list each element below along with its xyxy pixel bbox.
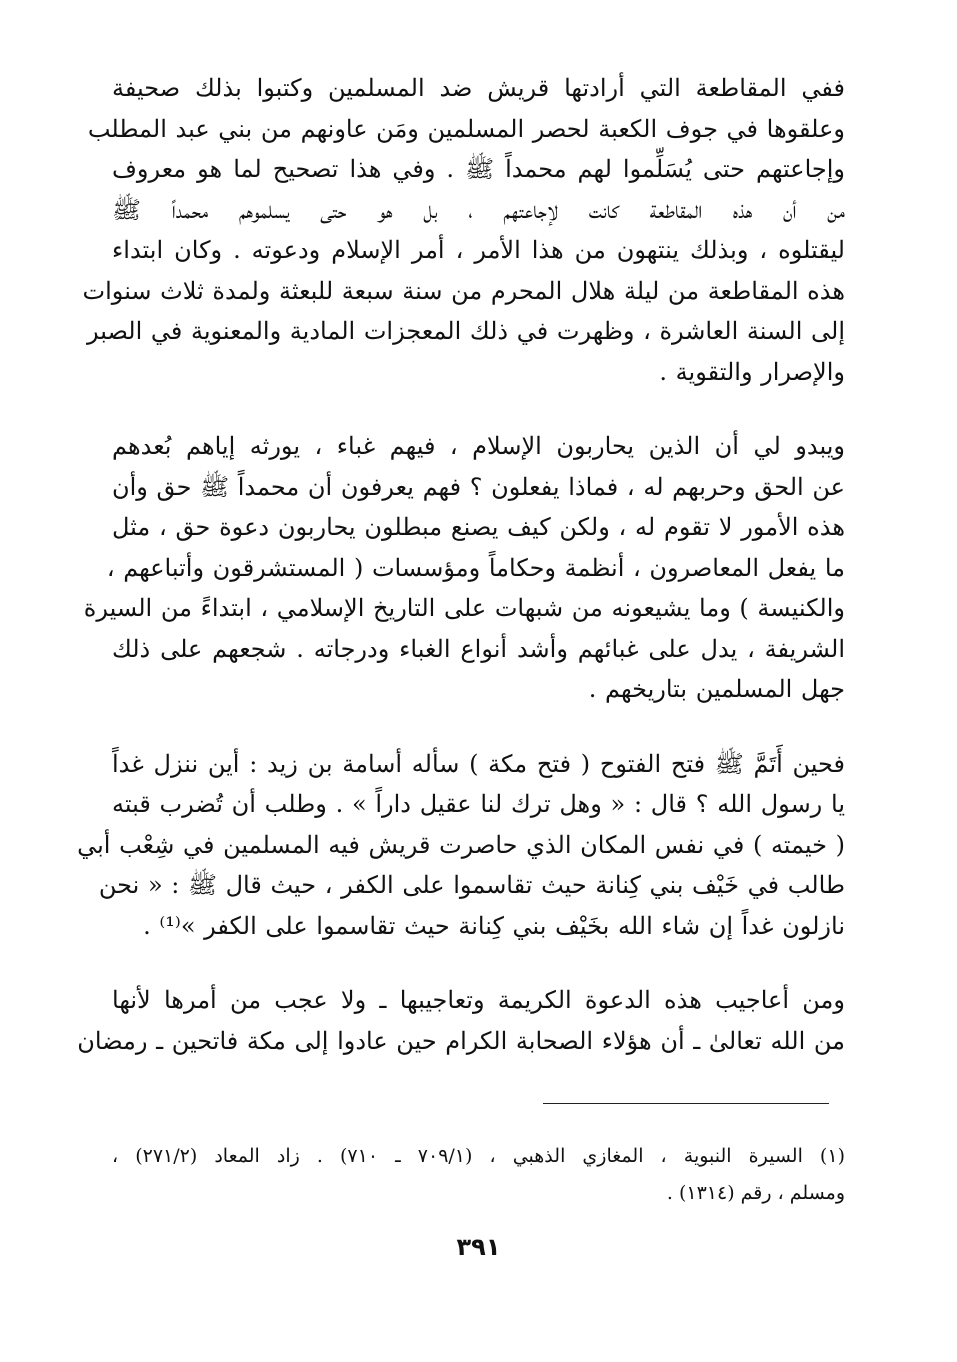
text-line: من أن هذه المقاطعة كانت لإجاعتهم ، بل هو حتى يسلموهم محمداً ﷺ: [112, 195, 845, 224]
text-line: فحين أَتَمَّ ﷺ فتح الفتوح ( فتح مكة ) سأله أسامة بن زيد : أين ننزل غداً: [112, 749, 845, 778]
footnote: [112, 1138, 845, 1212]
text-line: وعلقوها في جوف الكعبة لحصر المسلمين ومَن عاونهم من بني عبد المطلب: [87, 114, 845, 143]
text-line: جهل المسلمين بتاريخهم .: [588, 675, 845, 703]
page-body: [77, 68, 846, 1061]
paragraph-4: [77, 980, 845, 1061]
text-line: طالب في خَيْف بني كِنانة حيث تقاسموا على الكفر ، حيث قال ﷺ : « نحن: [98, 871, 845, 899]
paragraph-2: [83, 426, 845, 710]
text-line: ومن أعاجيب هذه الدعوة الكريمة وتعاجيبها ـ ولا عجب من أمرها لأنها: [112, 986, 845, 1014]
page-number: ٣٩١: [456, 1233, 501, 1261]
text-line: وإجاعتهم حتى يُسَلِّموا لهم محمداً ﷺ . وفي هذا تصحيح لما هو معروف: [112, 155, 845, 183]
paragraph-1: [82, 68, 845, 392]
text-line: ففي المقاطعة التي أرادتها قريش ضد المسلمين وكتبوا بذلك صحيفة: [112, 74, 845, 102]
text-line: عن الحق وحربهم له ، فماذا يفعلون ؟ فهم يعرفون أن محمداً ﷺ حق وأن: [112, 472, 845, 501]
text-line: والإصرار والتقوية .: [659, 357, 845, 386]
text-line: هذه الأمور لا تقوم له ، ولكن كيف يصنع مبطلون يحاربون دعوة حق ، مثل: [112, 513, 845, 541]
text-line: يا رسول الله ؟ قال : « وهل ترك لنا عقيل داراً » . وطلب أن تُضرب قبته: [112, 790, 846, 818]
text-line: ويبدو لي أن الذين يحاربون الإسلام ، فيهم غباء ، يورثه إياهم بُعدهم: [112, 432, 845, 460]
text-line: ما يفعل المعاصرون ، أنظمة وحكاماً ومؤسسات ( المستشرقون وأتباعهم ،: [106, 553, 845, 582]
text-line: هذه المقاطعة من ليلة هلال المحرم من سنة سبعة للبعثة ولمدة ثلاث سنوات: [82, 276, 845, 305]
text-line: والكنيسة ) وما يشيعونه من شبهات على التاريخ الإسلامي ، ابتداءً من السيرة: [83, 594, 845, 622]
footnote-line: (١) السيرة النبوية ، المغازي الذهبي ، (٧٠٩/١ ـ ٧١٠) . زاد المعاد (٢٧١/٢) ،: [112, 1145, 845, 1167]
text-line: إلى السنة العاشرة ، وظهرت في ذلك المعجزات المادية والمعنوية في الصبر: [86, 317, 845, 345]
text-line: نازلون غداً إن شاء الله بخَيْف بني كِنانة حيث تقاسموا على الكفر »⁽¹⁾ .: [143, 911, 845, 940]
footnote-line: ومسلم ، رقم (١٣١٤) .: [666, 1182, 845, 1204]
text-line: ( خيمته ) في نفس المكان الذي حاصرت قريش فيه المسلمين في شِعْب أبي: [77, 830, 845, 859]
text-line: الشريفة ، يدل على غبائهم وأشد أنواع الغباء ودرجاته . شجعهم على ذلك: [112, 634, 845, 663]
paragraph-3: [77, 744, 846, 947]
footnote-separator: [543, 1103, 829, 1104]
text-line: من الله تعالىٰ ـ أن هؤلاء الصحابة الكرام حين عادوا إلى مكة فاتحين ـ رمضان: [77, 1026, 845, 1055]
text-line: ليقتلوه ، وبذلك ينتهون من هذا الأمر ، أمر الإسلام ودعوته . وكان ابتداء: [112, 236, 845, 264]
